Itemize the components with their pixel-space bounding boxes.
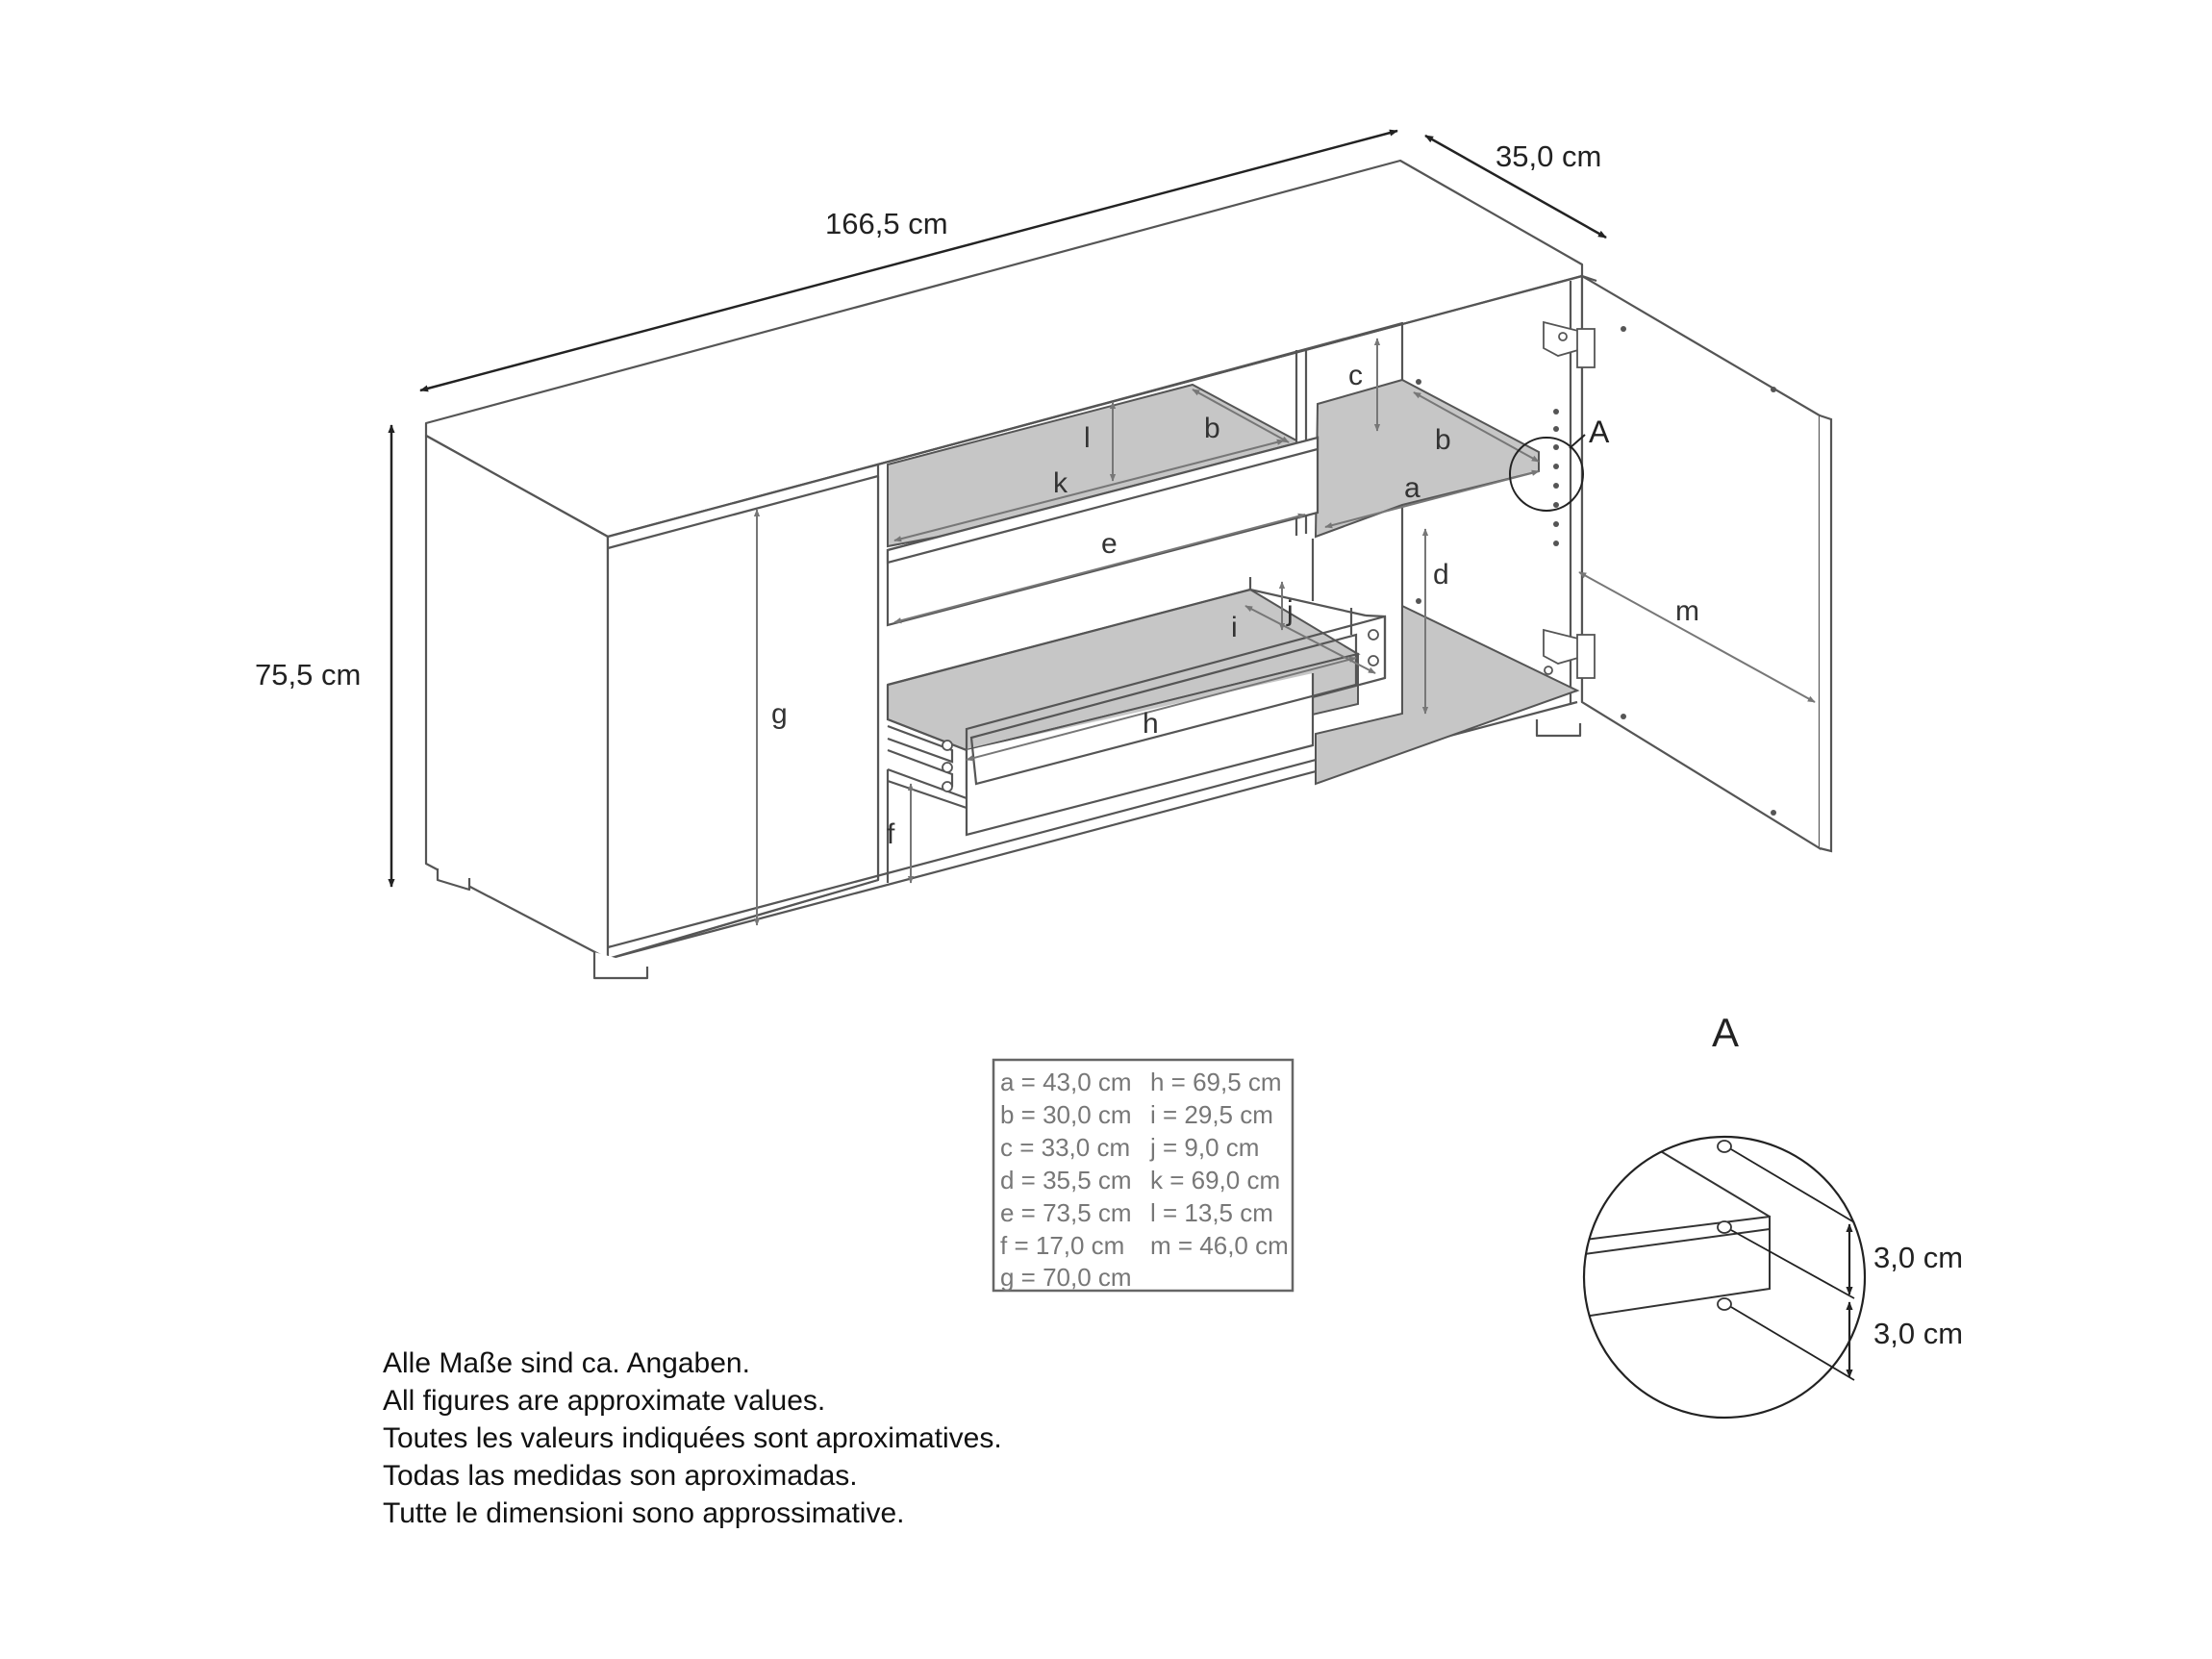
detail-spacing-2: 3,0 cm <box>1873 1317 1964 1350</box>
width-label: 166,5 cm <box>825 207 948 240</box>
detail-a-magnified-view <box>1577 1130 1865 1418</box>
letter-h: h <box>1143 708 1159 740</box>
letter-a: a <box>1404 472 1420 504</box>
letter-c: c <box>1348 360 1363 391</box>
legend-entry-i: i = 29,5 cm <box>1150 1100 1273 1129</box>
letter-i: i <box>1231 612 1238 643</box>
legend-entry-h: h = 69,5 cm <box>1150 1068 1282 1096</box>
legend-entry-e: e = 73,5 cm <box>1000 1198 1132 1227</box>
note-english: All figures are approximate values. <box>383 1385 826 1417</box>
legend-entry-a: a = 43,0 cm <box>1000 1068 1132 1096</box>
legend-left-column <box>1000 1068 1132 1292</box>
depth-label: 35,0 cm <box>1496 139 1602 173</box>
letter-b-upper: b <box>1204 413 1220 444</box>
detail-title: A <box>1712 1010 1740 1055</box>
note-italian: Tutte le dimensioni sono approssimative. <box>383 1497 905 1529</box>
open-right-door <box>1582 276 1831 851</box>
legend-entry-f: f = 17,0 cm <box>1000 1231 1125 1260</box>
letter-l: l <box>1084 422 1091 454</box>
letter-b-right: b <box>1435 424 1451 456</box>
detail-callout-label: A <box>1589 415 1610 449</box>
note-spanish: Todas las medidas son aproximadas. <box>383 1460 858 1492</box>
note-german: Alle Maße sind ca. Angaben. <box>383 1347 750 1379</box>
letter-k: k <box>1053 467 1068 499</box>
detail-spacing-1: 3,0 cm <box>1873 1241 1964 1274</box>
legend-entry-c: c = 33,0 cm <box>1000 1133 1131 1162</box>
height-label: 75,5 cm <box>255 658 362 691</box>
legend-entry-b: b = 30,0 cm <box>1000 1100 1132 1129</box>
letter-j: j <box>1287 595 1294 627</box>
approximate-values-notes <box>383 1345 1002 1532</box>
legend-entry-k: k = 69,0 cm <box>1150 1166 1281 1194</box>
legend-entry-d: d = 35,5 cm <box>1000 1166 1132 1194</box>
letter-f: f <box>887 818 895 850</box>
note-french: Toutes les valeurs indiquées sont aproximatives. <box>383 1422 1002 1454</box>
legend-entry-g: g = 70,0 cm <box>1000 1263 1132 1292</box>
legend-entry-j: j = 9,0 cm <box>1150 1133 1260 1162</box>
letter-m: m <box>1675 595 1699 627</box>
legend-entry-l: l = 13,5 cm <box>1150 1198 1273 1227</box>
letter-e: e <box>1101 528 1118 560</box>
letter-g: g <box>771 698 788 730</box>
letter-d: d <box>1433 559 1449 591</box>
legend-entry-m: m = 46,0 cm <box>1150 1231 1289 1260</box>
